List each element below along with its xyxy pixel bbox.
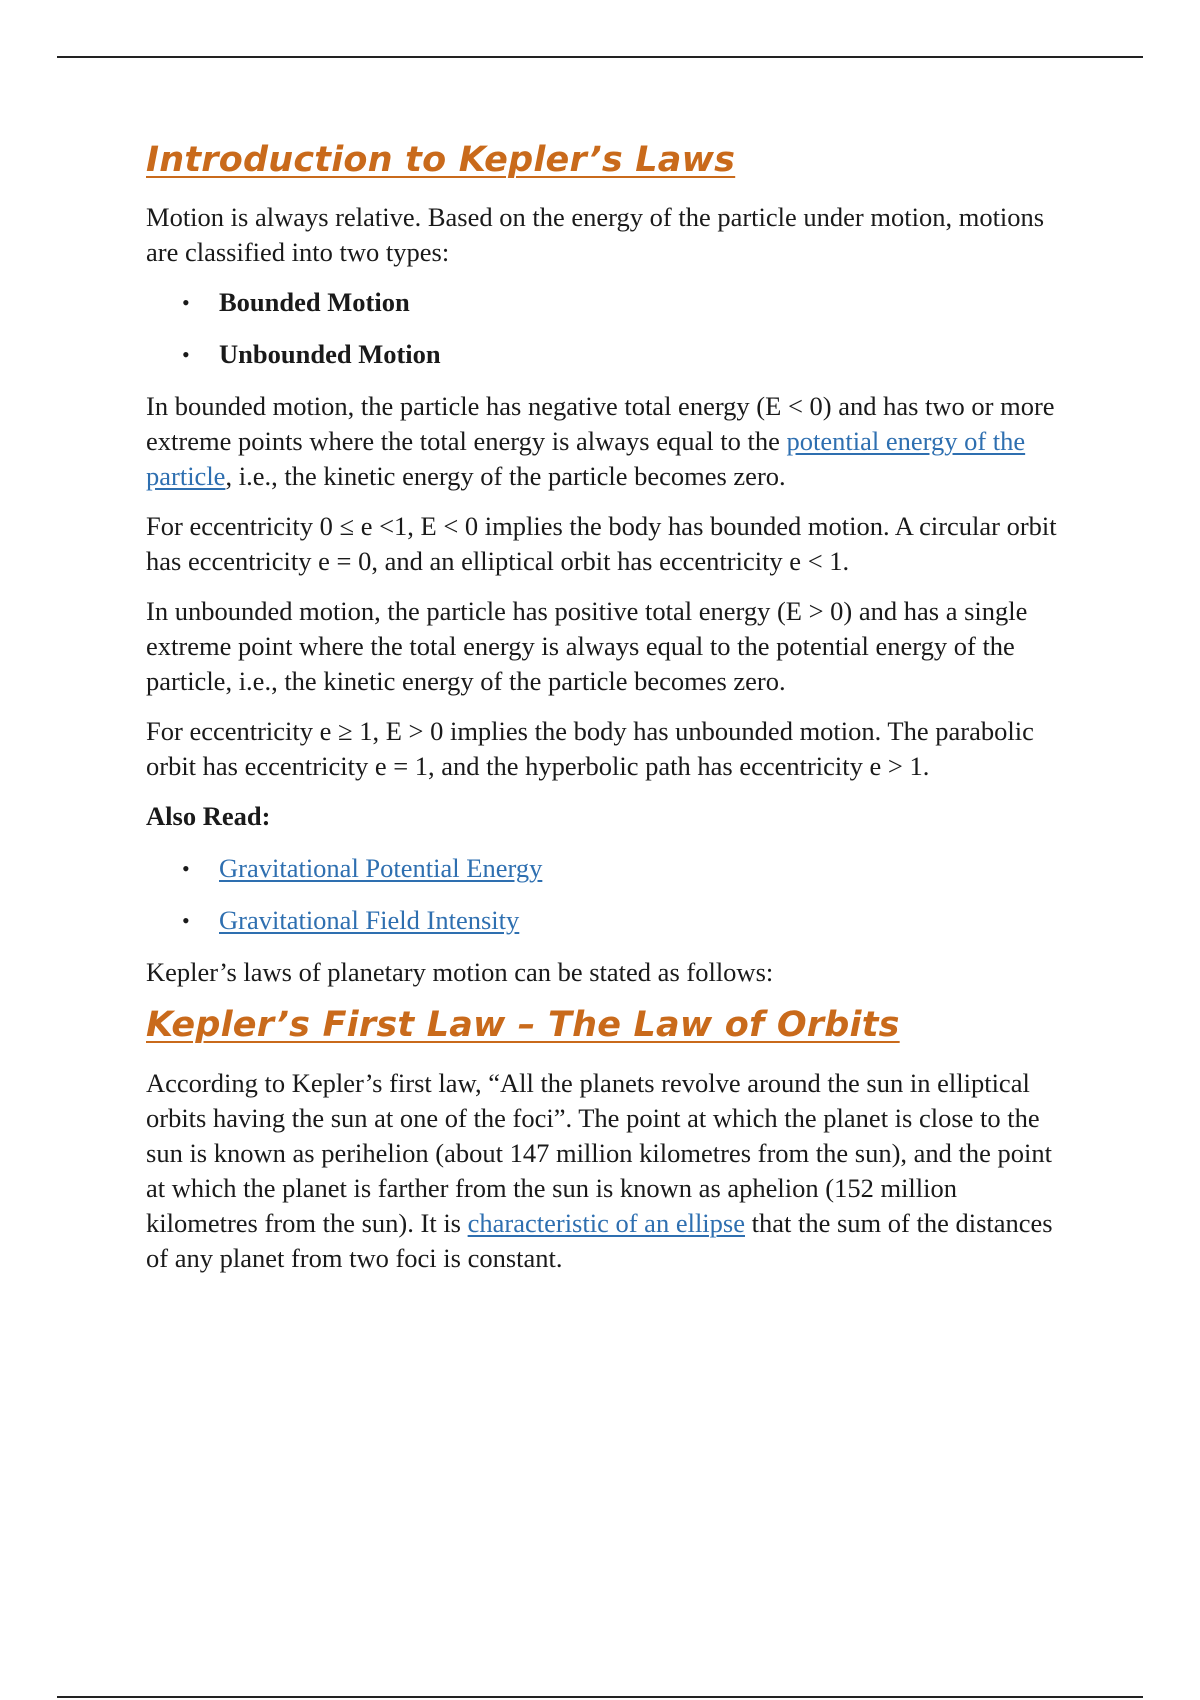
bottom-rule [57,1696,1143,1698]
paragraph-bounded-eccentricity: For eccentricity 0 ≤ e <1, E < 0 implies the body has bounded motion. A circular orbit has eccentricity e = 0, and an elliptical orbit has eccentricity e < 1. [146,511,1057,577]
list-item [146,337,1066,372]
also-read-label: Also Read: [146,801,271,832]
text-span: that the sum of the distances of any planet from two foci is constant. [146,1207,1053,1273]
motion-type-label: Unbounded Motion [219,339,441,370]
list-item [146,285,1066,320]
paragraph-unbounded-motion: In unbounded motion, the particle has positive total energy (E > 0) and has a single extreme point where the total energy is always equal to the potential energy of the particle, i.e., the kinetic energy of the particle becomes zero. [146,596,1028,697]
text-span: According to Kepler’s first law, “All the planets revolve around the sun in elliptical orbits having the sun at one of the foci”. The point at which the planet is close to the sun is known as perihelion (about 147 million kilometres from the sun), and the point at which the planet is farther from the sun is known as aphelion (152 million kilometres from the sun). It is [146,1067,1053,1238]
document-body [146,140,1066,1291]
heading-introduction: Introduction to Kepler’s Laws [146,140,736,180]
bullet-icon: • [182,908,190,934]
paragraph-laws-intro: Kepler’s laws of planetary motion can be stated as follows: [146,957,774,988]
motion-types-list [146,285,1066,372]
text-span: In bounded motion, the particle has negative total energy (E < 0) and has two or more extreme points where the total energy is always equal to the [146,391,1055,457]
link-characteristic-ellipse[interactable]: characteristic of an ellipse [467,1207,745,1238]
heading-first-law: Kepler’s First Law – The Law of Orbits [146,1005,900,1046]
paragraph-first-law [146,1066,1066,1276]
top-rule [57,56,1143,58]
text-span: , i.e., the kinetic energy of the particle becomes zero. [225,461,786,492]
list-item [146,851,1066,886]
bullet-icon: • [182,342,190,368]
link-gravitational-potential-energy[interactable]: Gravitational Potential Energy [219,853,543,884]
paragraph-motion-relative: Motion is always relative. Based on the energy of the particle under motion, motions are classified into two types: [146,202,1045,268]
motion-type-label: Bounded Motion [219,287,410,318]
bullet-icon: • [182,290,190,316]
also-read-list [146,851,1066,938]
link-gravitational-field-intensity[interactable]: Gravitational Field Intensity [219,905,520,936]
paragraph-unbounded-eccentricity: For eccentricity e ≥ 1, E > 0 implies the body has unbounded motion. The parabolic orbit has eccentricity e = 1, and the hyperbolic path has eccentricity e > 1. [146,716,1034,782]
paragraph-bounded-motion [146,389,1066,494]
list-item [146,903,1066,938]
bullet-icon: • [182,856,190,882]
link-potential-energy[interactable]: potential energy of the particle [146,426,1026,492]
